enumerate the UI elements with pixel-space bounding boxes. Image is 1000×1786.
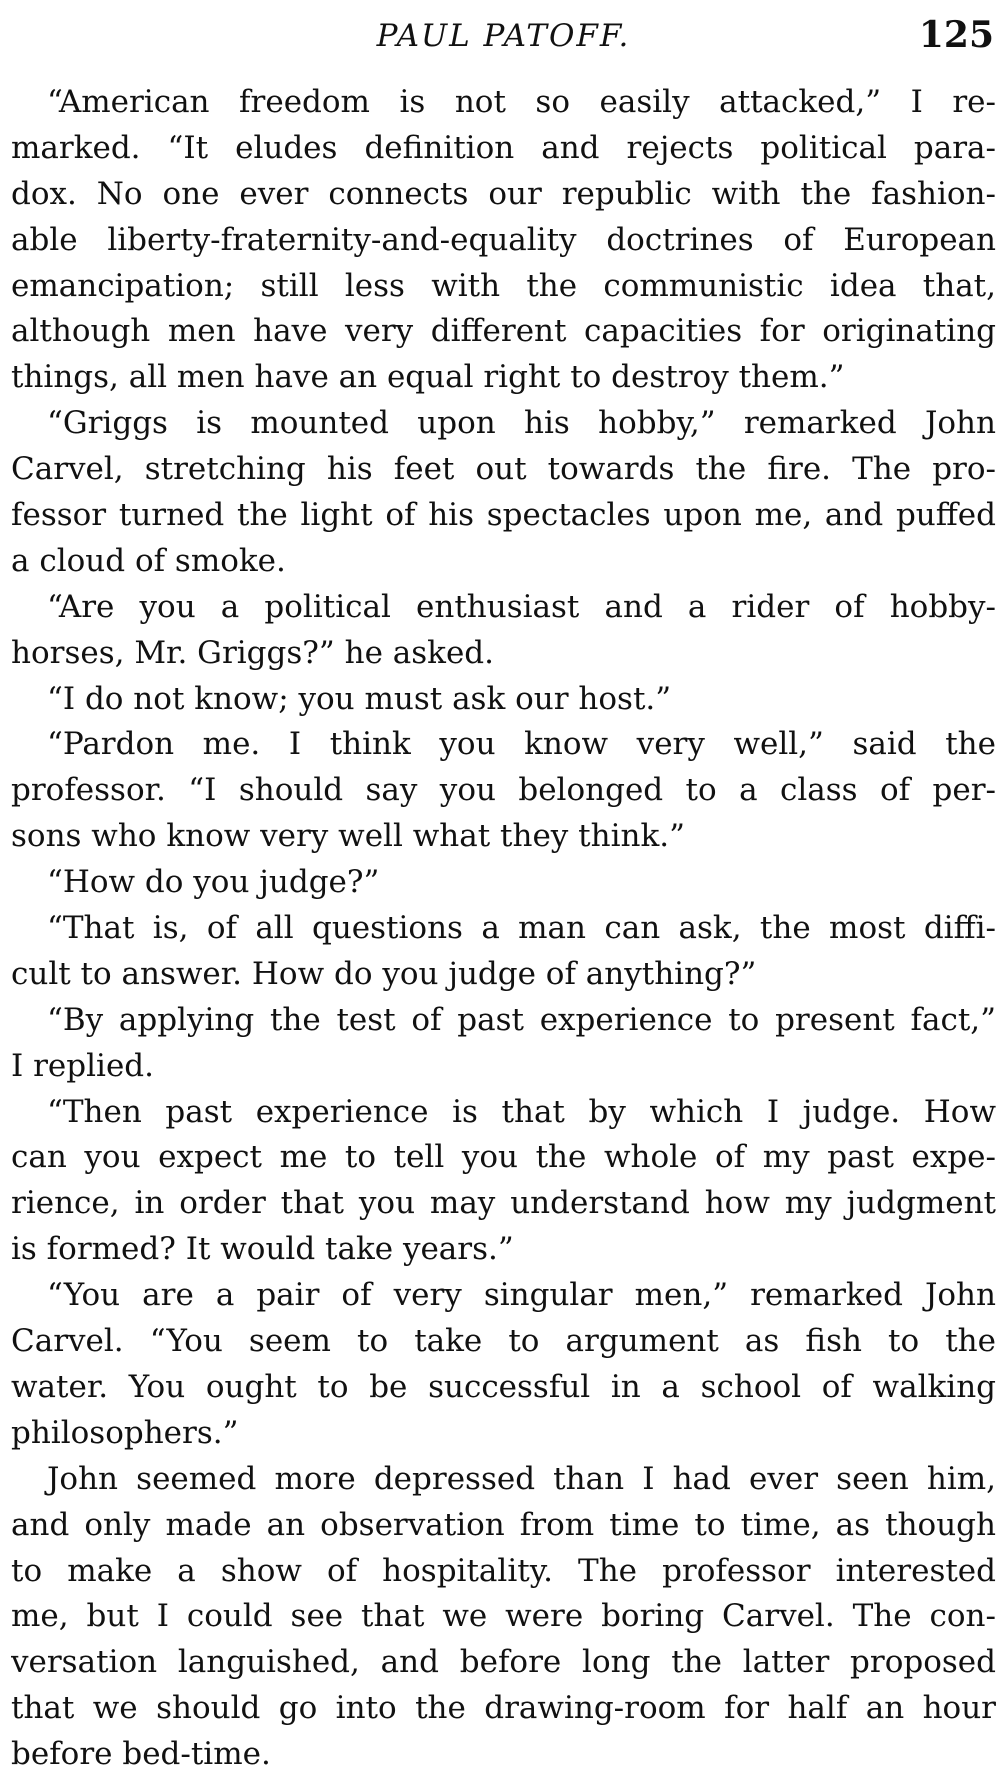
text-line: emancipation; still less with the communistic idea that, [11, 267, 996, 304]
text-line: “You are a pair of very singular men,” remarked John [47, 1277, 996, 1314]
paragraph [11, 1457, 996, 1778]
running-title: PAUL PATOFF. [376, 18, 631, 54]
text-line: “Are you a political enthusiast and a rider of hobby- [47, 588, 996, 625]
paragraph [11, 401, 996, 585]
text-line: “By applying the test of past experience to present fact,” [47, 1001, 996, 1038]
text-line: a cloud of smoke. [11, 542, 286, 579]
text-line: before bed-time. [11, 1736, 271, 1773]
body-text [11, 80, 996, 1778]
text-line: fessor turned the light of his spectacles upon me, and puffed [11, 497, 996, 534]
text-line: “I do not know; you must ask our host.” [47, 680, 672, 717]
text-line: “Then past experience is that by which I judge. How [47, 1093, 996, 1130]
text-line: and only made an observation from time to time, as though [11, 1506, 996, 1543]
text-line: John seemed more depressed than I had ever seen him, [47, 1460, 996, 1497]
text-line: able liberty-fraternity-and-equality doctrines of European [11, 221, 996, 258]
text-line: to make a show of hospitality. The professor interested [11, 1552, 996, 1589]
text-line: “Pardon me. I think you know very well,” said the [47, 726, 996, 763]
text-line: philosophers.” [11, 1414, 239, 1451]
text-line: although men have very different capacities for originating [11, 313, 996, 350]
text-line: things, all men have an equal right to destroy them.” [11, 359, 845, 396]
text-line: me, but I could see that we were boring Carvel. The con- [11, 1598, 996, 1635]
text-line: versation languished, and before long the latter proposed [11, 1644, 996, 1681]
paragraph [11, 906, 996, 998]
paragraph [11, 998, 996, 1090]
text-line: that we should go into the drawing-room for half an hour [11, 1690, 996, 1727]
paragraph [11, 1090, 996, 1274]
text-line: is formed? It would take years.” [11, 1231, 514, 1268]
paragraph [11, 860, 996, 906]
text-line: cult to answer. How do you judge of anything?” [11, 955, 757, 992]
page-number: 125 [918, 14, 994, 56]
text-line: “That is, of all questions a man can ask, the most diffi- [47, 910, 996, 947]
text-line: “How do you judge?” [47, 864, 380, 901]
text-line: “American freedom is not so easily attacked,” I re- [47, 84, 996, 120]
paragraph [11, 677, 996, 723]
text-line: rience, in order that you may understand how my judgment [11, 1185, 996, 1222]
text-line: sons who know very well what they think.” [11, 818, 685, 855]
paragraph [11, 1273, 996, 1457]
paragraph [11, 722, 996, 860]
text-line: marked. “It eludes definition and rejects political para- [11, 129, 996, 166]
text-line: water. You ought to be successful in a school of walking [11, 1368, 996, 1405]
text-line: professor. “I should say you belonged to a class of per- [11, 772, 996, 809]
text-line: can you expect me to tell you the whole of my past expe- [11, 1139, 996, 1176]
text-line: “Griggs is mounted upon his hobby,” remarked John [47, 405, 996, 442]
text-line: dox. No one ever connects our republic with the fashion- [11, 175, 996, 212]
paragraph [11, 80, 996, 401]
text-line: Carvel, stretching his feet out towards the fire. The pro- [11, 451, 996, 488]
text-line: Carvel. “You seem to take to argument as fish to the [11, 1323, 996, 1360]
text-line: I replied. [11, 1047, 154, 1084]
running-head [11, 14, 996, 54]
paragraph [11, 585, 996, 677]
text-line: horses, Mr. Griggs?” he asked. [11, 634, 494, 671]
